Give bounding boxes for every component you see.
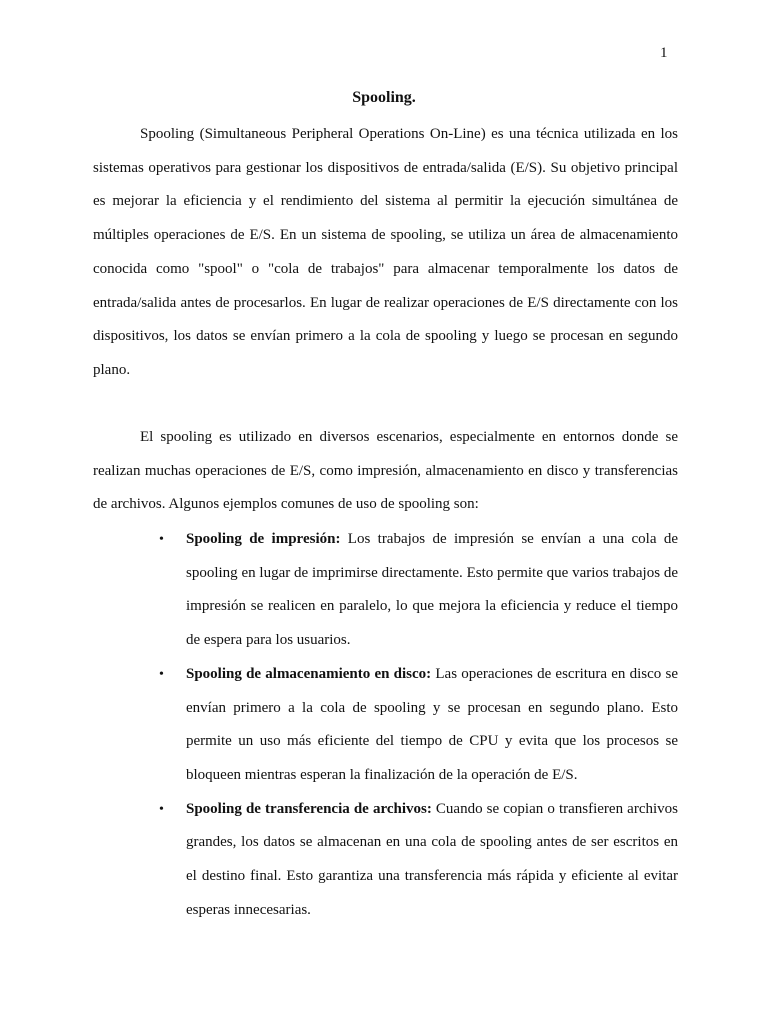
- paragraph-usage: El spooling es utilizado en diversos escenarios, especialmente en entornos donde se realizan muchas operaciones de E/S, como impresión, almacenamiento en disco y transferencias de archivos. Algunos ejemplos comunes de uso de spooling son:: [93, 429, 678, 513]
- bullet-text: Las operaciones de escritura en disco se envían primero a la cola de spooling y se procesan en segundo plano. Esto permite un uso más eficiente del tiempo de CPU y evita que los procesos se bloqueen mientras esperan la finalización de la operación de E/S.: [186, 665, 679, 783]
- bullet-text: Cuando se copian o transfieren archivos grandes, los datos se almacenan en una cola de spooling antes de ser escritos en el destino final. Esto garantiza una transferencia más rápida y eficiente al evitar esperas innecesarias.: [186, 800, 678, 918]
- document-title: Spooling.: [352, 89, 416, 106]
- bullet-icon: •: [159, 666, 164, 682]
- bullet-text: Los trabajos de impresión se envían a una cola de spooling en lugar de imprimirse directamente. Esto permite que varios trabajos de impresión se realicen en paralelo, lo que mejora la eficiencia y reduce el tiempo de espera para los usuarios.: [186, 531, 678, 649]
- paragraph-intro: Spooling (Simultaneous Peripheral Operations On-Line) es una técnica utilizada en los sistemas operativos para gestionar los dispositivos de entrada/salida (E/S). Su objetivo principal es mejorar la eficiencia y el rendimiento del sistema al permitir la ejecución simultánea de múltiples operaciones de E/S. En un sistema de spooling, se utiliza un área de almacenamiento conocida como "spool" o "cola de trabajos" para almacenar temporalmente los datos de entrada/salida antes de procesarlos. En lugar de realizar operaciones de E/S directamente con los dispositivos, los datos se envían primero a la cola de spooling y luego se procesan en segundo plano.: [93, 126, 678, 378]
- list-item: [159, 793, 678, 928]
- bullet-icon: •: [159, 532, 164, 547]
- examples-list: [159, 523, 679, 927]
- bullet-term: Spooling de transferencia de archivos:: [186, 800, 432, 817]
- bullet-icon: •: [159, 801, 164, 817]
- list-item: [159, 523, 678, 658]
- page-number: 1: [660, 45, 668, 61]
- bullet-term: Spooling de almacenamiento en disco:: [186, 665, 432, 682]
- list-item: [159, 658, 679, 793]
- bullet-term: Spooling de impresión:: [186, 531, 341, 547]
